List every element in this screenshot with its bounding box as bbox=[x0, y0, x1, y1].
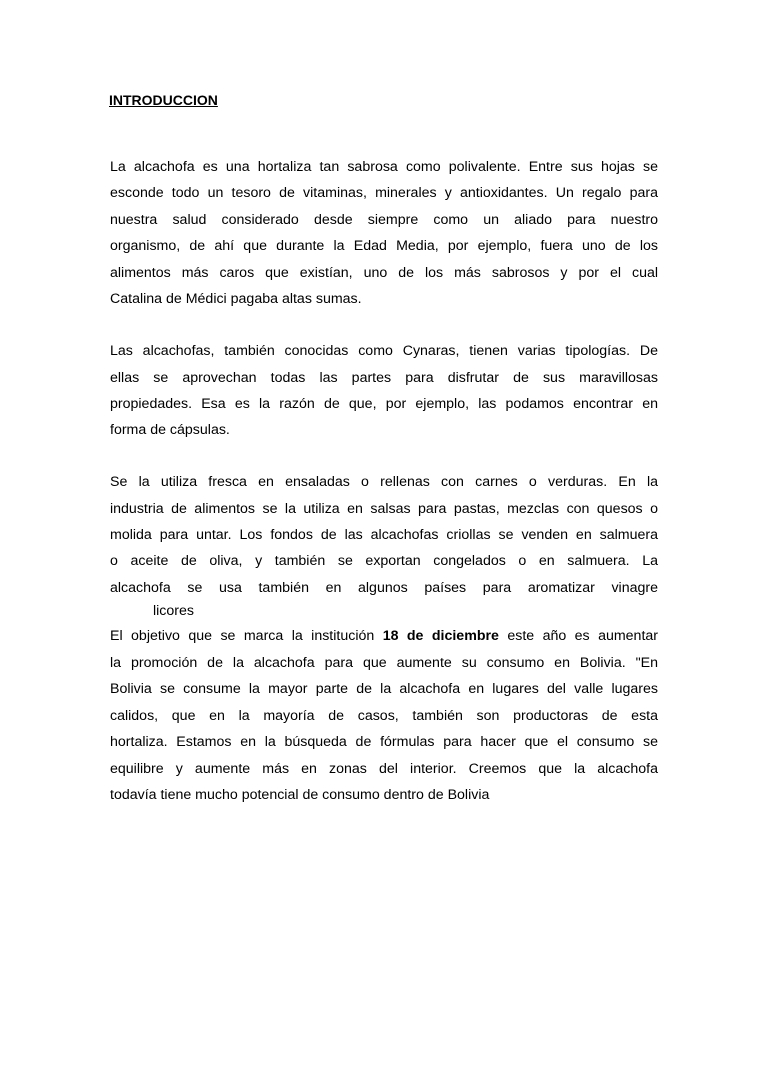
paragraph-2-line-4: forma de cápsulas. bbox=[110, 422, 230, 438]
paragraph-4-line-2: la promoción de la alcachofa para que aumente su consumo en Bolivia. "En bbox=[110, 655, 658, 671]
paragraph-1-line-6: Catalina de Médici pagaba altas sumas. bbox=[110, 291, 362, 307]
paragraph-2-line-2: ellas se aprovechan todas las partes para disfrutar de sus maravillosas bbox=[110, 370, 658, 386]
paragraph-1-line-5: alimentos más caros que existían, uno de los más sabrosos y por el cual bbox=[110, 265, 658, 281]
paragraph-3-line-4: o aceite de oliva, y también se exportan congelados o en salmuera. La bbox=[110, 553, 658, 569]
document-heading: INTRODUCCION bbox=[109, 92, 218, 108]
paragraph-1-line-4: organismo, de ahí que durante la Edad Media, por ejemplo, fuera uno de los bbox=[110, 238, 658, 254]
paragraph-2-line-3: propiedades. Esa es la razón de que, por ejemplo, las podamos encontrar en bbox=[110, 396, 658, 412]
paragraph-4-line-7: todavía tiene mucho potencial de consumo dentro de Bolivia bbox=[110, 787, 490, 803]
highlighted-date: 18 de diciembre bbox=[382, 628, 499, 644]
paragraph-1-line-1: La alcachofa es una hortaliza tan sabrosa como polivalente. Entre sus hojas se bbox=[110, 159, 658, 175]
paragraph-4-line-1-end: este año es aumentar bbox=[498, 628, 659, 644]
paragraph-3-line-2: industria de alimentos se la utiliza en salsas para pastas, mezclas con quesos o bbox=[110, 501, 658, 517]
paragraph-4-line-3: Bolivia se consume la mayor parte de la alcachofa en lugares del valle lugares bbox=[110, 681, 658, 697]
paragraph-3-line-3: molida para untar. Los fondos de las alcachofas criollas se venden en salmuera bbox=[110, 527, 658, 543]
paragraph-1-line-2: esconde todo un tesoro de vitaminas, minerales y antioxidantes. Un regalo para bbox=[110, 185, 658, 201]
paragraph-2-line-1: Las alcachofas, también conocidas como Cynaras, tienen varias tipologías. De bbox=[110, 343, 658, 359]
paragraph-4-line-4: calidos, que en la mayoría de casos, también son productoras de esta bbox=[110, 708, 658, 724]
paragraph-4-line-5: hortaliza. Estamos en la búsqueda de fórmulas para hacer que el consumo se bbox=[110, 734, 658, 750]
paragraph-1-line-3: nuestra salud considerado desde siempre como un aliado para nuestro bbox=[110, 212, 658, 228]
paragraph-4-line-1 bbox=[110, 627, 658, 645]
paragraph-4-line-6: equilibre y aumente más en zonas del interior. Creemos que la alcachofa bbox=[110, 761, 658, 777]
paragraph-3-line-6: licores bbox=[153, 603, 194, 619]
paragraph-4-line-1-start: El objetivo que se marca la institución bbox=[110, 628, 383, 644]
paragraph-3-line-5: alcachofa se usa también en algunos países para aromatizar vinagre bbox=[110, 580, 658, 596]
paragraph-3-line-1: Se la utiliza fresca en ensaladas o rellenas con carnes o verduras. En la bbox=[110, 474, 658, 490]
